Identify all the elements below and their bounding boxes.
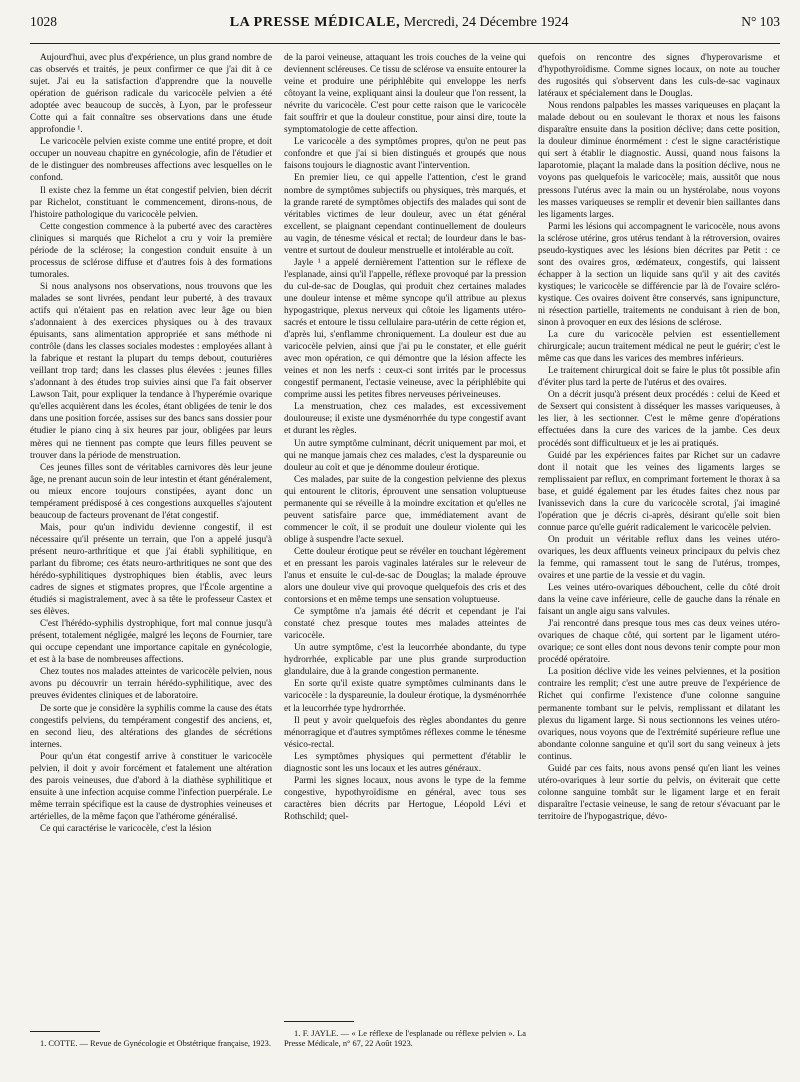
paragraph: On produit un véritable reflux dans les veines utéro-ovariques, les deux affluents veineux principaux du pelvis chez la femme, qui ramassent tout le sang de l'utérus, trompes, ovaires et une partie de la vessie et du vagin. xyxy=(538,534,780,582)
paragraph: On a décrit jusqu'à présent deux procédés : celui de Keed et de Sexsert qui consistent à disséquer les masses variqueuses, à les lier, à les sectionner. C'est le même genre d'opérations effectuées dans la cure des varices de la jambe. Ces deux procédés sont difficultueux et je les ai pratiqués. xyxy=(538,390,780,449)
paragraph: Parmi les signes locaux, nous avons le type de la femme congestive, hypothyroïdisme en général, avec tous ses caractères bien décrits par Hertogue, Léopold Lévi et Rothschild; quel- xyxy=(284,775,526,822)
paragraph: Nous rendons palpables les masses variqueuses en plaçant la malade debout ou en soulevant le thorax et nous les faisons disparaître ensuite dans la position déclive; dans cette position, la douleur diminue énormément : c'est le signe caractéristique qui sert à établir le diagnostic. Aussi, quand nous faisons la laparotomie, plaçant la malade dans la position déclive, nous ne voyons pas quelquefois le varicocèle; mais, aussitôt que nous pressons l'utérus avec la main ou un hystérolabe, nous voyons les masses variqueuses se remplir et devenir bien saillantes dans les ligaments larges. xyxy=(538,101,780,220)
paragraph: Le varicocèle pelvien existe comme une entité propre, et doit occuper un nouveau chapitre en gynécologie, afin de l'étudier et de le distinguer des nombreuses affections avec lesquelles on le confond. xyxy=(30,137,272,184)
paragraph: La menstruation, chez ces malades, est excessivement douloureuse; il existe une dysménorrhée du type congestif avant et durant les règles. xyxy=(284,402,526,437)
column-2-footnotes xyxy=(284,1015,526,1050)
column-1-footnotes xyxy=(30,1025,272,1050)
issue-number: N° 103 xyxy=(741,14,780,29)
paragraph: Guidé par ces faits, nous avons pensé qu'en liant les veines utéro-ovariques à leur sortie du pelvis, on éviterait que cette colonne sanguine tombât sur le ligament large et en ferait disparaître l'ectasie veineuse, le sang de retour s'évacuant par le territoire de l'hypogastrique, dévo- xyxy=(538,763,780,822)
paragraph: Ces malades, par suite de la congestion pelvienne des plexus qui entourent le clitoris, éprouvent une sensation voluptueuse permanente qui se réveille à la moindre excitation et qu'elles ne peuvent satisfaire parce que, immédiatement avant de commencer le coït, il se produit une douleur violente qui les oblige à suspendre l'acte sexuel. xyxy=(284,474,526,545)
column-3-body xyxy=(538,52,780,823)
paragraph: Ce symptôme n'a jamais été décrit et cependant je l'ai constaté chez presque toutes mes malades atteintes de varicocèle. xyxy=(284,607,526,642)
paragraph: Mais, pour qu'un individu devienne congestif, il est nécessaire qu'il présente un terrain, que l'on a appelé jusqu'à présent neuro-arthritique et que j'ai établi syphilitique, en parlant du fibrome; ces états neuro-arthritiques ne sont que des hérédo-syphilitiques dystrophiques bien établis, avec leurs cadres de signes et stigmates propres, que l'École argentine a étudiés si magistralement, avec à sa tête le professeur Castex et ses élèves. xyxy=(30,522,272,618)
paragraph: Il existe chez la femme un état congestif pelvien, bien décrit par Richelot, constituant le commencement, dirons-nous, de l'histoire pathologique du varicocèle pelvien. xyxy=(30,185,272,220)
paragraph: Un autre symptôme, c'est la leucorrhée abondante, du type hydrorrhée, explicable par une plus grande surproduction glandulaire, due à la grande congestion permanente. xyxy=(284,643,526,678)
paragraph: Cette douleur érotique peut se révéler en touchant légèrement et en pressant les parois vaginales latérales sur le releveur de l'anus et ensuite le cul-de-sac de Douglas; la malade éprouve alors une douleur vive qui provoque quelquefois des cris et des contorsions et en même temps une sensation voluptueuse. xyxy=(284,546,526,606)
column-1-body xyxy=(30,52,272,895)
paragraph: Le traitement chirurgical doit se faire le plus tôt possible afin d'éviter plus tard la perte de l'utérus et des ovaires. xyxy=(538,366,780,389)
paragraph: La cure du varicocèle pelvien est essentiellement chirurgicale; aucun traitement médical ne peut le guérir; c'est le même cas que dans les varices des membres inférieurs. xyxy=(538,330,780,365)
paragraph: Cette congestion commence à la puberté avec des caractères cliniques si marqués que Richelot a cru y voir la première période de la sclérose; la congestion conduit ensuite à un processus de sclérose diffuse et d'autres fois à des formations tumorales. xyxy=(30,221,272,280)
paragraph: Ces jeunes filles sont de véritables carnivores dès leur jeune âge, ne prenant aucun soin de leur intestin et étant généralement, ou mieux encore toujours constipées, ayant donc un tempérament prédisposé à ces congestions auxquelles s'ajoutent beaucoup de facteurs provenant de l'état congestif. xyxy=(30,462,272,521)
paragraph: Les veines utéro-ovariques débouchent, celle du côté droit dans la veine cave inférieure, celle de gauche dans la rénale en faisant un angle aigu sans valvules. xyxy=(538,583,780,618)
paragraph: Si nous analysons nos observations, nous trouvons que les malades se sont livrées, pendant leur puberté, à des travaux actifs qui n'étaient pas en relation avec leur âge ou bien s'adonnaient à des exercices physiques ou à des travaux épuisants, sans alimentation appropriée et sans méthode ni contrôle (dans les classes sociales modestes : employées allant à la fabrique et restant la plupart du temps debout, couturières veillant trop tard; dans les classes plus élevées : jeunes filles s'adonnant à des études trop suivies ainsi que l'a fait observer Lawson Tait, pour expliquer la tendance à l'hyperémie ovarique qu'elles acquièrent dans les écoles, étant obligées de tenir le dos dans une position forcée, assises sur des bancs sans dossier pour étudier le piano cinq à six heures par jour, obligées par leurs mères qui ne tiennent pas compte que leurs filles peuvent se trouver dans la période de menstruation. xyxy=(30,281,272,461)
footnote: 1. F. JAYLE. — « Le réflexe de l'esplanade ou réflexe pelvien ». La Presse Médicale, n° 67, 22 Août 1923. xyxy=(284,1028,526,1049)
paragraph: En premier lieu, ce qui appelle l'attention, c'est le grand nombre de symptômes subjectifs ou physiques, très marqués, et la grande rareté de symptômes objectifs des malades qui sont de véritables victimes de leur douleur, avec un état général excellent, se plaignant cependant continuellement de douleurs au vagin, de ténesme vésical et rectal; de lourdeur dans le bas-ventre et surtout de douleur menstruelle et intolérable au coït. xyxy=(284,173,526,256)
paragraph: Les symptômes physiques qui permettent d'établir le diagnostic sont les uns locaux et les autres généraux. xyxy=(284,751,526,774)
page-number: 1028 xyxy=(30,14,57,29)
paragraph: de la paroi veineuse, attaquant les trois couches de la veine qui deviennent scléreuses. Ce tissu de sclérose va ensuite entourer la veine et produire une périphlébite qui enveloppe les nerfs côtoyant la veine, expliquant ainsi la douleur que l'on ressent, la névrite du varicocèle. C'est pour cette raison que le varicocèle fait souffrir et que la douleur constitue, pour ainsi dire, toute la symptomatologie de cette affection. xyxy=(284,53,526,136)
paragraph: Aujourd'hui, avec plus d'expérience, un plus grand nombre de cas observés et traités, je peux confirmer ce que j'ai dit à ce sujet. J'ai eu la satisfaction d'apprendre que la nouvelle opération de guérison radicale du varicocèle pelvien a été adoptée avec beaucoup de succès, à Lyon, par le professeur Cotte qui a fait connaître ses observations dans une étude approfondie ¹. xyxy=(30,53,272,136)
paragraph: Guidé par les expériences faites par Richet sur un cadavre dont il notait que les veines des ligaments larges se remplissaient par reflux, en comprimant fortement le thorax à sa base, et guidé également par les études faites chez nous par Ivanissevich dans la cure du varicocèle scrotal, j'ai imaginé l'opération que je décris ci-après, désirant qu'elle soit bien connue parce qu'elle guérit radicalement le varicocèle pelvien. xyxy=(538,450,780,533)
paragraph: J'ai rencontré dans presque tous mes cas deux veines utéro-ovariques de chaque côté, qui sortent par le ligament utéro-ovarique; ce sont elles dont nous devons tenir compte pour mon procédé opératoire. xyxy=(538,619,780,666)
paragraph: Le varicocèle a des symptômes propres, qu'on ne peut pas confondre et que j'ai si bien distingués et groupés que nous faisons toujours le diagnostic avant l'intervention. xyxy=(284,137,526,172)
footnote: 1. COTTE. — Revue de Gynécologie et Obstétrique française, 1923. xyxy=(40,1039,271,1049)
column-2-body xyxy=(284,52,526,883)
text-columns xyxy=(30,52,780,1050)
journal-title: LA PRESSE MÉDICALE, xyxy=(229,15,401,30)
column-2 xyxy=(284,52,526,1050)
paragraph: Chez toutes nos malades atteintes de varicocèle pelvien, nous avons pu découvrir un terrain hérédo-syphilitique, avec des preuves évidentes cliniques et de laboratoire. xyxy=(30,667,272,702)
paragraph: La position déclive vide les veines pelviennes, et la position contraire les remplit; c'est une autre preuve de l'expérience de Richet qui confirme l'existence d'une colonne sanguine permanente tombant sur le pelvis, remplissant et dilatant les plexus du ligament large. Si nous sectionnons les veines utéro-ovariques, nous voyons que de l'extrémité supérieure reflue une abondante colonne sanguine et qu'il sort du sang veineux à jets continus. xyxy=(538,667,780,762)
masthead xyxy=(230,15,569,31)
paragraph: quefois on rencontre des signes d'hyperovarisme et d'hypothyroïdisme. Comme signes locaux, on note au toucher des rugosités qui s'observent dans les culs-de-sac vaginaux latéraux et spécialement dans le Douglas. xyxy=(538,53,780,100)
footnote-rule xyxy=(30,1031,100,1032)
paragraph: Il peut y avoir quelquefois des règles abondantes du genre ménorragique et d'autres symptômes réflexes comme le ténesme vésico-rectal. xyxy=(284,715,526,750)
paragraph: Ce qui caractérise le varicocèle, c'est la lésion xyxy=(40,824,212,834)
column-1 xyxy=(30,52,272,1050)
paragraph: Un autre symptôme culminant, décrit uniquement par moi, et qui ne manque jamais chez ces malades, c'est la dyspareunie ou douleur au coït et que je dénomme douleur érotique. xyxy=(284,438,526,473)
page-header xyxy=(30,14,780,44)
paragraph: Jayle ¹ a appelé dernièrement l'attention sur le réflexe de l'esplanade, ainsi qu'il l'appelle, réflexe provoqué par la pression du cul-de-sac de Douglas, qui produit chez certaines malades une douleur intense et même syncope qu'il attribue au plexus hypogastrique, plexus nerveux qui côtoie les ligaments utéro-sacrés et entoure le tissu cellulaire para-utérin de cette région et, d'après lui, s'enflamme chroniquement. La douleur est due au varicocèle pelvien, ainsi que j'ai pu le constater, et elle guérit avec mon opération, ce qui démontre que la lésion affecte les veines et non les nerfs : ceux-ci sont irrités par le processus congestif permanent, l'ectasie veineuse, avec la périphlébite qui comprime aussi les petites fibres nerveuses périveineuses. xyxy=(284,257,526,401)
paragraph: De sorte que je considère la syphilis comme la cause des états congestifs pelviens, du tempérament congestif des anciens, et, en second lieu, des altérations des glandes de sécrétions internes. xyxy=(30,703,272,750)
paragraph: C'est l'hérédo-syphilis dystrophique, fort mal connue jusqu'à présent, totalement négligée, malgré les leçons de Fournier, tare qui occupe cependant une importance capitale en gynécologie, et est à la base de nombreuses affections. xyxy=(30,619,272,666)
issue-date: Mercredi, 24 Décembre 1924 xyxy=(403,15,569,30)
footnote-rule xyxy=(284,1021,354,1022)
paragraph: En sorte qu'il existe quatre symptômes culminants dans le varicocèle : la dyspareunie, la douleur érotique, la dysménorrhée et la leucorrhée type hydrorrhée. xyxy=(284,679,526,714)
paragraph: Parmi les lésions qui accompagnent le varicocèle, nous avons la sclérose utérine, gros utérus tendant à la rétroversion, ovaires pseudo-kystiques avec les lésions bien décrites par Petit : ce sont des ovaires gros, œdémateux, congestifs, qui laissent échapper à la section un liquide sans qu'il y ait des cavités kystiques; le varicocèle se différencie par là de l'ovaire scléro-kystique. Ces ovaires doivent être conservés, sans ignipuncture, ni résection partielle, traitements ne conduisant à rien de bon, sinon à provoquer en eux des lésions de sclérose. xyxy=(538,221,780,329)
paragraph: Pour qu'un état congestif arrive à constituer le varicocèle pelvien, il doit y avoir forcément et fatalement une altération des parois veineuses, due d'abord à la diathèse syphilitique et ensuite à une infection acquise comme l'infection puerpérale. Le même terrain spécifique est la cause de dystrophies veineuses et artérielles, de la même façon que l'athérome généralisé. xyxy=(30,751,272,822)
column-3 xyxy=(538,52,780,1050)
